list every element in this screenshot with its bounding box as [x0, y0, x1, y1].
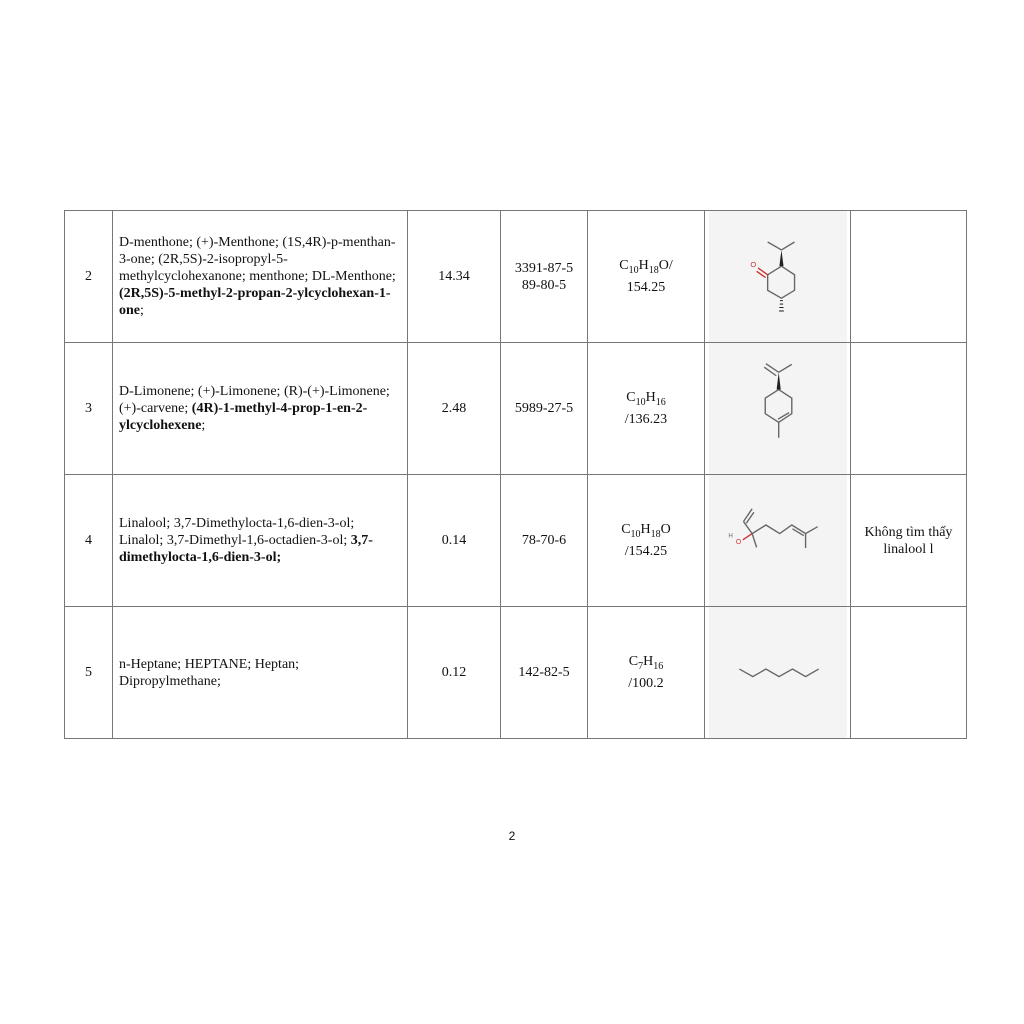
table-row [65, 475, 967, 607]
formula-weight: $C_{10}H_{18}O$ /154.25 [588, 475, 705, 607]
table-row [65, 607, 967, 739]
compound-names: Linalool; 3,7-Dimethylocta-1,6-dien-3-ol; Linalol; 3,7-Dimethyl-1,6-octadien-3-ol; 3,7-dimethylocta-1,6-dien-3-ol; [113, 475, 408, 607]
structure-cell [705, 211, 851, 343]
row-number: 5 [65, 607, 113, 739]
compound-names: n-Heptane; HEPTANE; Heptan; Dipropylmethane; [113, 607, 408, 739]
iupac-name: 3,7-dimethylocta-1,6-dien-3-ol; [119, 533, 373, 565]
compound-names: D-menthone; (+)-Menthone; (1S,4R)-p-menthan-3-one; (2R,5S)-2-isopropyl-5-methylcyclohexanone; menthone; DL-Menthone; (2R,5S)-5-methyl-2-propan-2-ylcyclohexan-1-one; [113, 211, 408, 343]
cas-number: 5989-27-5 [501, 343, 588, 475]
oxygen-atom: O [749, 260, 756, 270]
note [851, 211, 967, 343]
formula-weight: $C_{10}H_{16}$ /136.23 [588, 343, 705, 475]
page-number: 2 [508, 829, 516, 843]
row-number: 4 [65, 475, 113, 607]
formula-weight: $C_{10}H_{18}O/$ 154.25 [588, 211, 705, 343]
row-number: 2 [65, 211, 113, 343]
table-row [65, 211, 967, 343]
percent-value: 0.12 [408, 607, 501, 739]
compound-names: D-Limonene; (+)-Limonene; (R)-(+)-Limonene; (+)-carvene; (4R)-1-methyl-4-prop-1-en-2-ylcyclohexene; [113, 343, 408, 475]
structure-cell [705, 343, 851, 475]
cas-number: 3391-87-5 89-80-5 [501, 211, 588, 343]
note: Không tìm thấy linalool l [851, 475, 967, 607]
iupac-name: (2R,5S)-5-methyl-2-propan-2-ylcyclohexan-1-one [119, 286, 391, 318]
table-row [65, 343, 967, 475]
note [851, 607, 967, 739]
limonene-structure [709, 343, 847, 474]
cas-number: 142-82-5 [501, 607, 588, 739]
note [851, 343, 967, 475]
svg-text:O: O [735, 538, 741, 546]
linalool-structure [709, 475, 847, 606]
structure-cell [705, 475, 851, 607]
formula-weight: $C_7H_{16}$ /100.2 [588, 607, 705, 739]
percent-value: 2.48 [408, 343, 501, 475]
svg-text:H: H [727, 532, 733, 540]
percent-value: 0.14 [408, 475, 501, 607]
cas-number: 78-70-6 [501, 475, 588, 607]
iupac-name: (4R)-1-methyl-4-prop-1-en-2-ylcyclohexene [119, 401, 368, 433]
row-number: 3 [65, 343, 113, 475]
menthone-structure [709, 211, 847, 342]
structure-cell [705, 607, 851, 739]
heptane-structure [709, 607, 847, 738]
compound-table [64, 210, 967, 739]
percent-value: 14.34 [408, 211, 501, 343]
